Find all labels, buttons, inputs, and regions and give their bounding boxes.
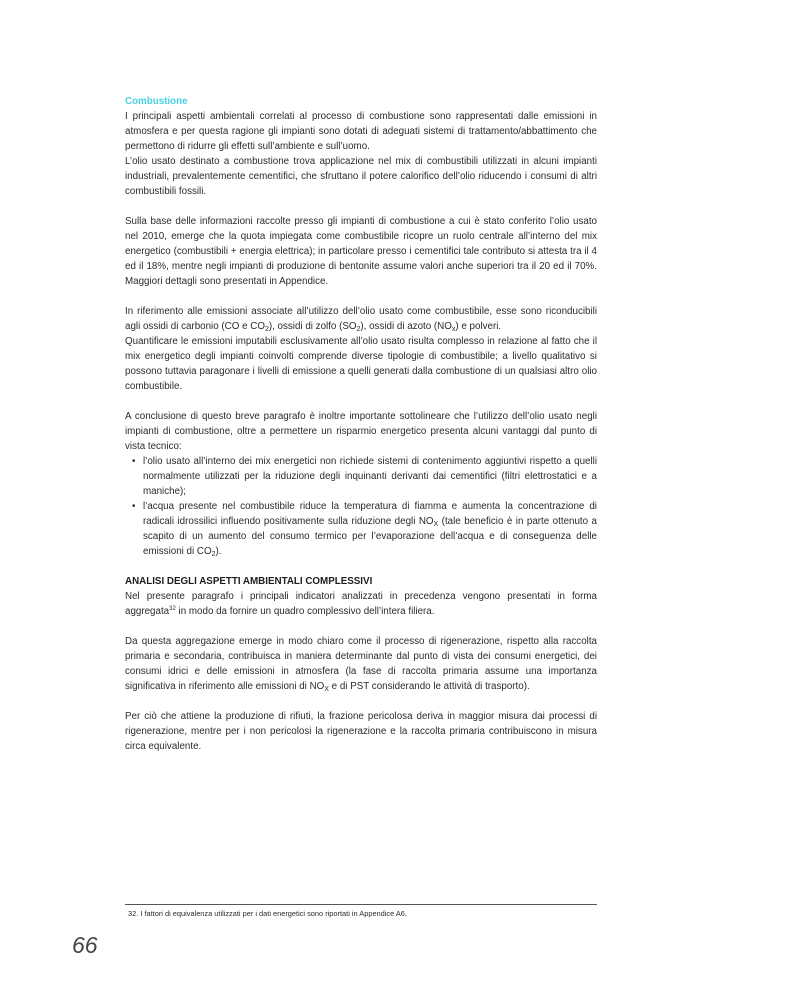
footnote: 32. I fattori di equivalenza utilizzati per i dati energetici sono riportati in Appendice A6. <box>128 909 407 918</box>
list-item: • l’olio usato all’interno dei mix energetici non richiede sistemi di contenimento aggiuntivi rispetto a quelli normalmente utilizzati per la riduzione degli inquinanti derivanti dai cementifici (filtri elettrostatici e a maniche); <box>132 456 597 497</box>
advantages-list <box>125 454 597 559</box>
paragraph-emissions: In riferimento alle emissioni associate all’utilizzo dell’olio usato come combustibile, esse sono riconducibili agli ossidi di carbonio (CO e $CO_2$), ossidi di zolfo $(SO_2)$, ossidi di azoto $(NO_x)$ e polveri. <box>125 306 597 333</box>
paragraph: Per ciò che attiene la produzione di rifiuti, la frazione pericolosa deriva in maggior misura dai processi di rigenerazione, mentre per i non pericolosi la rigenerazione e la raccolta primaria contribuiscono in misura circa equivalente. <box>125 711 597 752</box>
paragraph: Nel presente paragrafo i principali indicatori analizzati in precedenza vengono presentati in forma aggregata$^{32}$ in modo da fornire un quadro complessivo dell’intera filiera. <box>125 591 597 617</box>
list-item: • l’acqua presente nel combustibile riduce la temperatura di fiamma e aumenta la concentrazione di radicali idrossilici influendo positivamente sulla riduzione degli $NO_X$ (tale beneficio è in parte ottenuto a scapito di un aumento del consumo termico per l’evaporazione dell’acqua e di conseguenza delle emissioni di $CO_2$). <box>132 501 598 558</box>
paragraph: Quantificare le emissioni imputabili esclusivamente all’olio usato risulta complesso in relazione al fatto che il mix energetico degli impianti coinvolti comprende diverse tipologie di combustibile; a livello qualitativo si possono tuttavia paragonare i livelli di emissione a quelli generati dalla combustione di un qualsiasi altro olio combustibile. <box>125 336 597 392</box>
footnote-ref: 32 <box>169 606 176 612</box>
main-text-column <box>125 94 597 754</box>
footnote-divider <box>125 904 597 905</box>
bullet-icon: • <box>132 456 136 467</box>
page-number: 66 <box>72 932 98 958</box>
paragraph: I principali aspetti ambientali correlati al processo di combustione sono rappresentati dalle emissioni in atmosfera e per questa ragione gli impianti sono dotati di adeguati sistemi di trattamento/abbattimento che permettono di ridurre gli effetti sull’ambiente e sull’uomo. <box>125 111 597 152</box>
paragraph: Da questa aggregazione emerge in modo chiaro come il processo di rigenerazione, rispetto alla raccolta primaria e secondaria, contribuisca in maniera determinante dal punto di vista dei consumi energetici, dei consumi idrici e delle emissioni in atmosfera (la fase di raccolta primaria assume una importanza significativa in riferimento alle emissioni di $NO_X$ e di PST considerando le attività di trasporto). <box>125 636 597 693</box>
paragraph: Sulla base delle informazioni raccolte presso gli impianti di combustione a cui è stato conferito l’olio usato nel 2010, emerge che la quota impiegata come combustibile ricopre un ruolo centrale all’interno del mix energetico (combustibili + energia elettrica); in particolare presso i cementifici tale contributo si attesta tra il 4 ed il 18%, mentre negli impianti di produzione di bentonite assume valori anche superiori tra il 20 ed il 70%. Maggiori dettagli sono presentati in Appendice. <box>125 216 597 287</box>
section-heading-analisi: ANALISI DEGLI ASPETTI AMBIENTALI COMPLESSIVI <box>125 576 373 587</box>
paragraph: L’olio usato destinato a combustione trova applicazione nel mix di combustibili utilizzati in alcuni impianti industriali, prevalentemente cementifici, che sfruttano il potere calorifico dell’olio riducendo i consumi di altri combustibili fossili. <box>125 156 597 197</box>
paragraph: A conclusione di questo breve paragrafo è inoltre importante sottolineare che l’utilizzo dell’olio usato negli impianti di combustione, oltre a permettere un risparmio energetico presenta alcuni vantaggi dal punto di vista tecnico: <box>125 411 597 452</box>
section-heading-combustione: Combustione <box>125 96 188 107</box>
bullet-icon: • <box>132 501 136 512</box>
